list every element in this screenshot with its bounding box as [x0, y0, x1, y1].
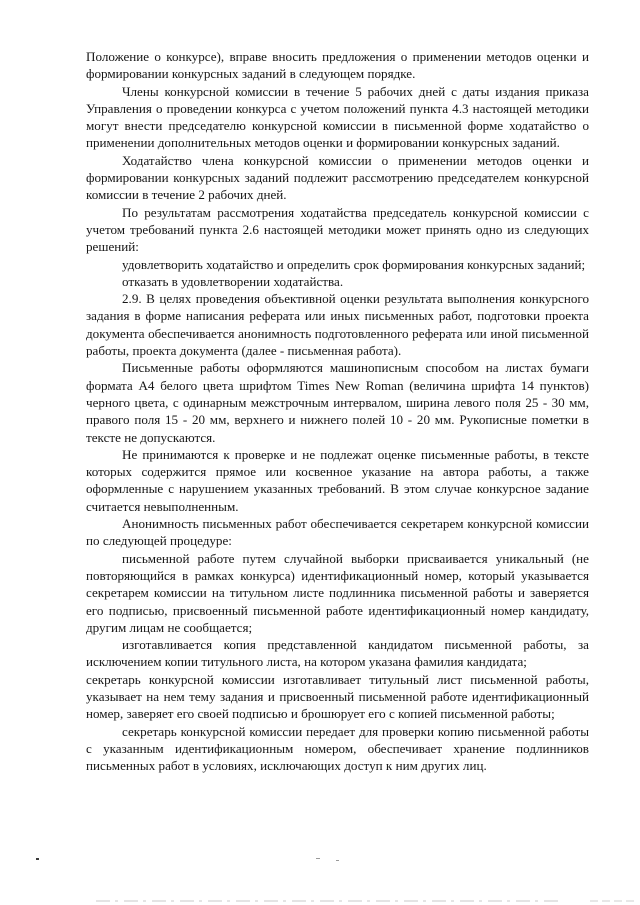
- scan-speck: [316, 858, 320, 859]
- paragraph-not-accepted: Не принимаются к проверке и не подлежат оценке письменные работы, в тексте которых содержится прямое или косвенное указание на автора работы, а также оформленные с нарушением указанных требований. В этом случае конкурсное задание считается невыполненным.: [86, 446, 589, 514]
- paragraph-section-2-9: 2.9. В целях проведения объективной оценки результата выполнения конкурсного задания в форме написания реферата или иных письменных работ, подготовки проекта документа обеспечивается анонимность подготовленного реферата или иной письменной работы, проекта документа (далее - письменная работа).: [86, 291, 589, 359]
- paragraph-continuation: Положение о конкурсе), вправе вносить предложения о применении методов оценки и формировании конкурсных заданий в следующем порядке.: [86, 49, 589, 82]
- paragraph-petition-review: Ходатайство члена конкурсной комиссии о применении методов оценки и формировании конкурсных заданий подлежит рассмотрению председателем конкурсной комиссии в течение 2 рабочих дней.: [86, 152, 589, 203]
- procedure-item-title-sheet: секретарь конкурсной комиссии изготавливает титульный лист письменной работы, указывает на нем тему задания и присвоенный письменной работе идентификационный номер, заверяет его своей подписью и брошюрует его с копией письменной работы;: [86, 671, 589, 722]
- procedure-item-identification: письменной работе путем случайной выборки присваивается уникальный (не повторяющийся в рамках конкурса) идентификационный номер, который указывается секретарем комиссии на титульном листе подлинника письменной работы и заверяется его подписью, присвоенный письменной работе идентификационный номер кандидату, другим лицам не сообщается;: [86, 550, 589, 635]
- paragraph-decision-approve: удовлетворить ходатайство и определить срок формирования конкурсных заданий;: [122, 256, 586, 272]
- procedure-item-copy: изготавливается копия представленной кандидатом письменной работы, за исключением копии титульного листа, на котором указана фамилия кандидата;: [86, 637, 589, 670]
- procedure-item-transfer: секретарь конкурсной комиссии передает для проверки копию письменной работы с указанным идентификационным номером, обеспечивает хранение подлинников письменных работ в условиях, исключающих доступ к ним других лиц.: [86, 723, 589, 774]
- scan-speck: [336, 860, 339, 861]
- paragraph-commission-members: Члены конкурсной комиссии в течение 5 рабочих дней с даты издания приказа Управления о проведении конкурса с учетом положений пункта 4.3 настоящей методики могут внести председателю конкурсной комиссии в письменной форме ходатайство о применении дополнительных методов оценки и формировании конкурсных заданий.: [86, 83, 589, 151]
- paragraph-review-results: По результатам рассмотрения ходатайства председатель конкурсной комиссии с учетом требований пункта 2.6 настоящей методики может принять одно из следующих решений:: [86, 204, 589, 255]
- document-page: [86, 48, 589, 774]
- paragraph-decision-reject: отказать в удовлетворении ходатайства.: [122, 273, 344, 289]
- paragraph-anonymity: Анонимность письменных работ обеспечивается секретарем конкурсной комиссии по следующей процедуре:: [86, 516, 589, 549]
- paragraph-formatting-requirements: Письменные работы оформляются машинописным способом на листах бумаги формата А4 белого цвета шрифтом Times New Roman (величина шрифта 14 пунктов) черного цвета, с одинарным межстрочным интервалом, ширина левого поля 25 - 30 мм, правого поля 15 - 20 мм, верхнего и нижнего полей 10 - 20 мм. Рукописные пометки в тексте не допускаются.: [86, 360, 589, 445]
- scan-speck: [36, 858, 39, 860]
